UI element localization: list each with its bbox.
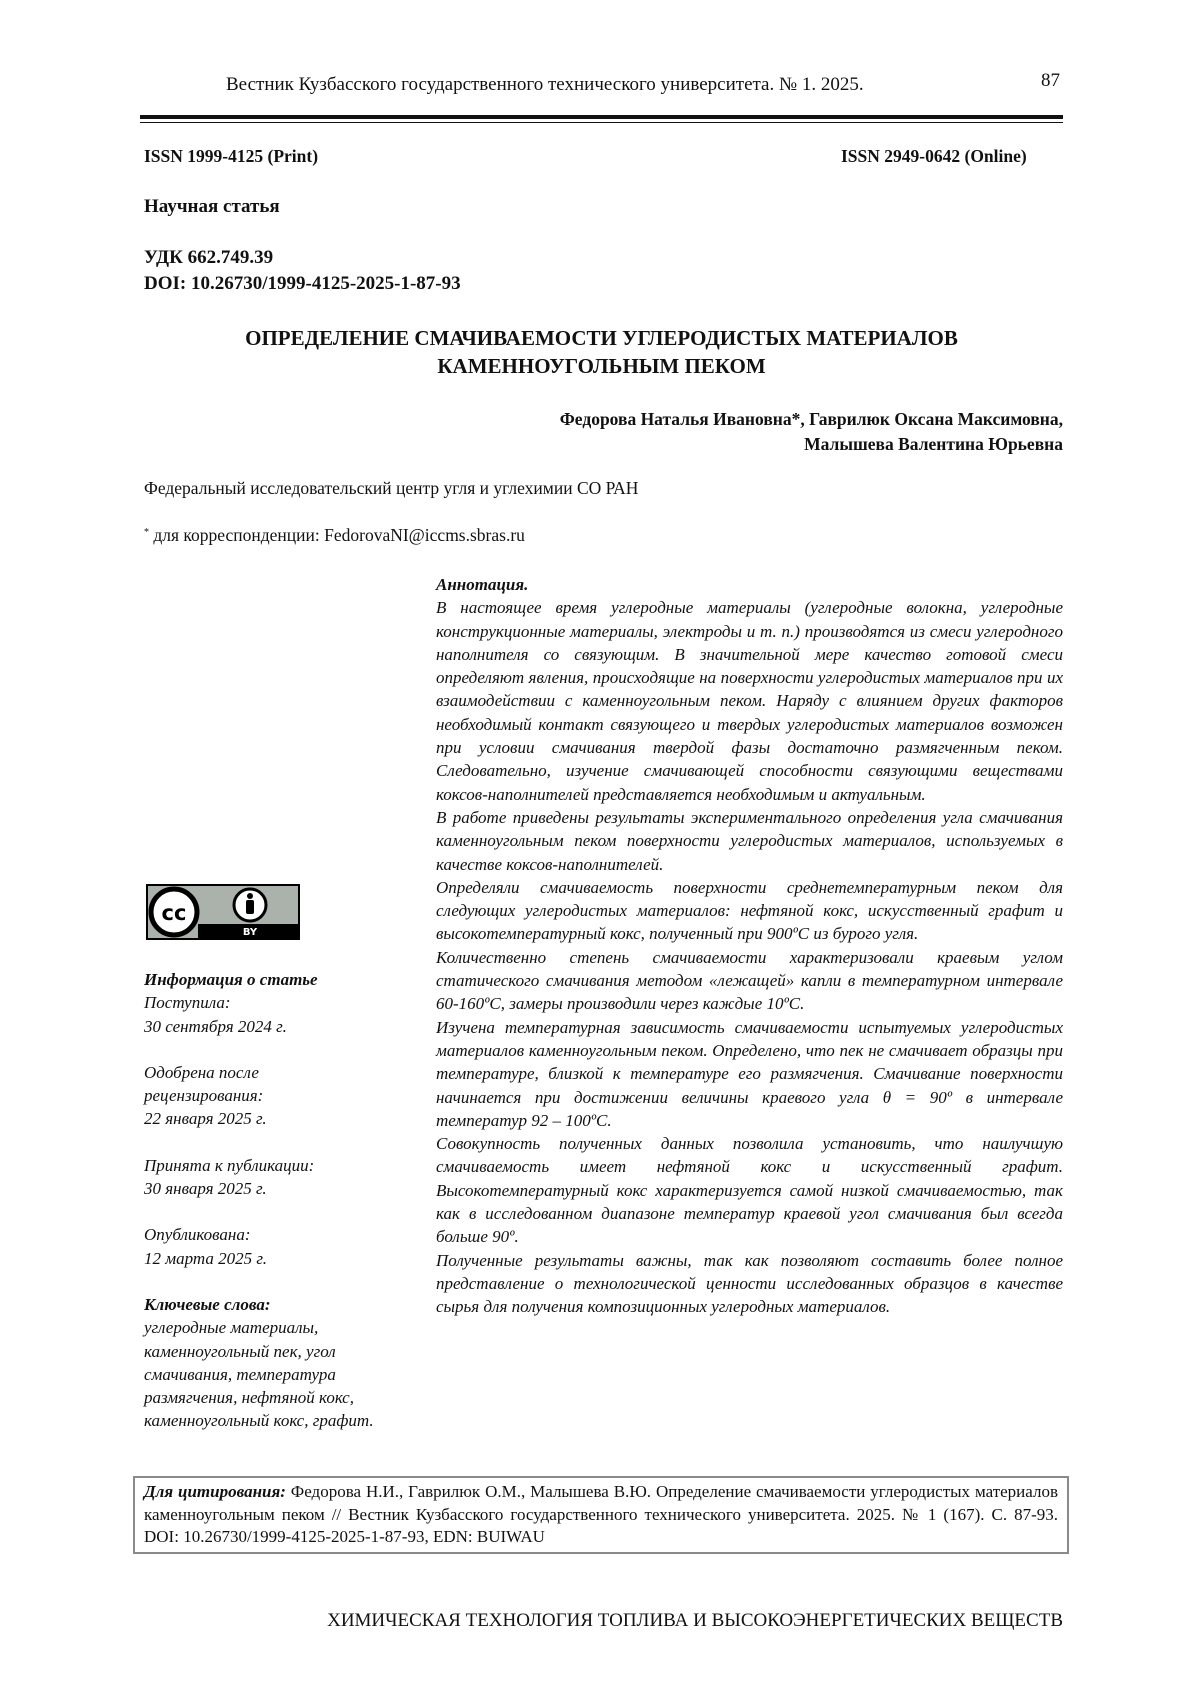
reviewed-label-2: рецензирования: (144, 1086, 264, 1106)
reviewed-date: 22 января 2025 г. (144, 1109, 267, 1129)
header-rule-thick (140, 115, 1063, 119)
reviewed-label-1: Одобрена после (144, 1062, 259, 1082)
page-number: 87 (1041, 70, 1060, 91)
published-label: Опубликована: (144, 1225, 251, 1245)
section-footer: ХИМИЧЕСКАЯ ТЕХНОЛОГИЯ ТОПЛИВА И ВЫСОКОЭНЕРГЕТИЧЕСКИХ ВЕЩЕСТВ (327, 1610, 1063, 1631)
citation-text: Федорова Н.И., Гаврилюк О.М., Малышева В.Ю. Определение смачиваемости углеродистых материалов каменноугольным пеком // Вестник Кузбасского государственного технического университета. 2025. № 1 (167). С. 87-93. DOI: 10.26730/1999-4125-2025-1-87-93, EDN: BUIWAU (144, 1482, 1058, 1546)
article-info-heading: Информация о статье (144, 970, 318, 989)
journal-header: Вестник Кузбасского государственного технического университета. № 1. 2025. (226, 74, 864, 95)
received-date: 30 сентября 2024 г. (144, 1016, 287, 1036)
issn-print: ISSN 1999-4125 (Print) (144, 146, 319, 166)
article-type: Научная статья (144, 196, 280, 217)
abstract-paragraph-5: Изучена температурная зависимость смачиваемости испытуемых углеродистых материалов каменноугольным пеком. Определено, что пек не смачивает образцы при температуре, близкой к температуре его размягчения. Смачивание поверхности начинается при достижении величины краевого угла θ = 90º в интервале температур 92 – 100ºС. (436, 1017, 1063, 1130)
authors-line-2: Малышева Валентина Юрьевна (804, 434, 1063, 454)
doi: DOI: 10.26730/1999-4125-2025-1-87-93 (144, 273, 461, 294)
cc-by-license-badge[interactable] (146, 884, 300, 940)
correspondence-text[interactable]: для корреспонденции: FedorovaNI@iccms.sbras.ru (149, 525, 525, 545)
keywords: углеродные материалы, каменноугольный пек, угол смачивания, температура размягчения, нефтяной кокс, каменноугольный кокс, графит. (144, 1318, 374, 1431)
by-label: BY (242, 927, 258, 938)
header-rule-thin (140, 122, 1063, 123)
correspondence-marker: * (144, 527, 149, 538)
abstract-paragraph-7: Полученные результаты важны, так как позволяют составить более полное представление о технологической ценности исследованных образцов в качестве сырья для получения композиционных углеродных материалов. (436, 1250, 1063, 1317)
issn-online: ISSN 2949-0642 (Online) (841, 146, 1027, 166)
article-title (140, 324, 1063, 380)
correspondence (144, 525, 525, 546)
title-line-1: ОПРЕДЕЛЕНИЕ СМАЧИВАЕМОСТИ УГЛЕРОДИСТЫХ МАТЕРИАЛОВ (245, 326, 958, 350)
article-info (144, 968, 404, 1433)
cc-label: cc (161, 901, 187, 925)
abstract-paragraph-1: В настоящее время углеродные материалы (углеродные волокна, углеродные конструкционные материалы, электроды и т. п.) производятся из смеси углеродного наполнителя со связующим. В значительной мере качество готовой смеси определяют явления, происходящие на поверхности углеродистых материалов при их взаимодействии с каменноугольным пеком. Наряду с влиянием других факторов необходимый контакт связующего и твердых углеродистых материалов возможен при условии смачивания твердой фазы достаточно размягченным пеком. Следовательно, изучение смачивающей способности связующими веществами коксов-наполнителей представляется необходимым и актуальным. (436, 598, 1063, 804)
abstract-paragraph-6: Совокупность полученных данных позволила установить, что наилучшую смачиваемость имеет нефтяной кокс и искусственный графит. Высокотемпературный кокс характеризуется самой низкой смачиваемостью, так как в исследованном диапазоне температур краевой угол смачивания был всегда больше 90º. (436, 1134, 1063, 1247)
abstract-paragraph-2: В работе приведены результаты экспериментального определения угла смачивания каменноугольным пеком поверхности углеродистых материалов, используемых в качестве коксов-наполнителей. (436, 807, 1063, 874)
accepted-label: Принята к публикации: (144, 1155, 315, 1175)
received-label: Поступила: (144, 993, 231, 1013)
abstract-paragraph-3: Определяли смачиваемость поверхности среднетемпературным пеком для следующих углеродистых материалов: нефтяной кокс, искусственный графит и высокотемпературный кокс, полученный при 900ºС из бурого угля. (436, 877, 1063, 944)
udk-code: УДК 662.749.39 (144, 247, 274, 268)
abstract-paragraph-4: Количественно степень смачиваемости характеризовали краевым углом статического смачивания методом «лежащей» капли в температурном интервале 60-160ºС, замеры производили через каждые 10ºС. (436, 947, 1063, 1014)
cc-by-icon (146, 884, 300, 940)
title-line-2: КАМЕННОУГОЛЬНЫМ ПЕКОМ (437, 354, 766, 378)
affiliation: Федеральный исследовательский центр угля и углехимии СО РАН (144, 478, 639, 498)
citation-box (133, 1476, 1069, 1554)
citation-label: Для цитирования: (144, 1482, 286, 1501)
abstract (436, 573, 1063, 1319)
accepted-date: 30 января 2025 г. (144, 1179, 267, 1199)
published-date: 12 марта 2025 г. (144, 1248, 268, 1268)
authors-line-1: Федорова Наталья Ивановна*, Гаврилюк Оксана Максимовна, (559, 409, 1063, 429)
abstract-heading: Аннотация. (436, 575, 529, 594)
authors (400, 407, 1063, 457)
keywords-heading: Ключевые слова: (144, 1294, 271, 1314)
